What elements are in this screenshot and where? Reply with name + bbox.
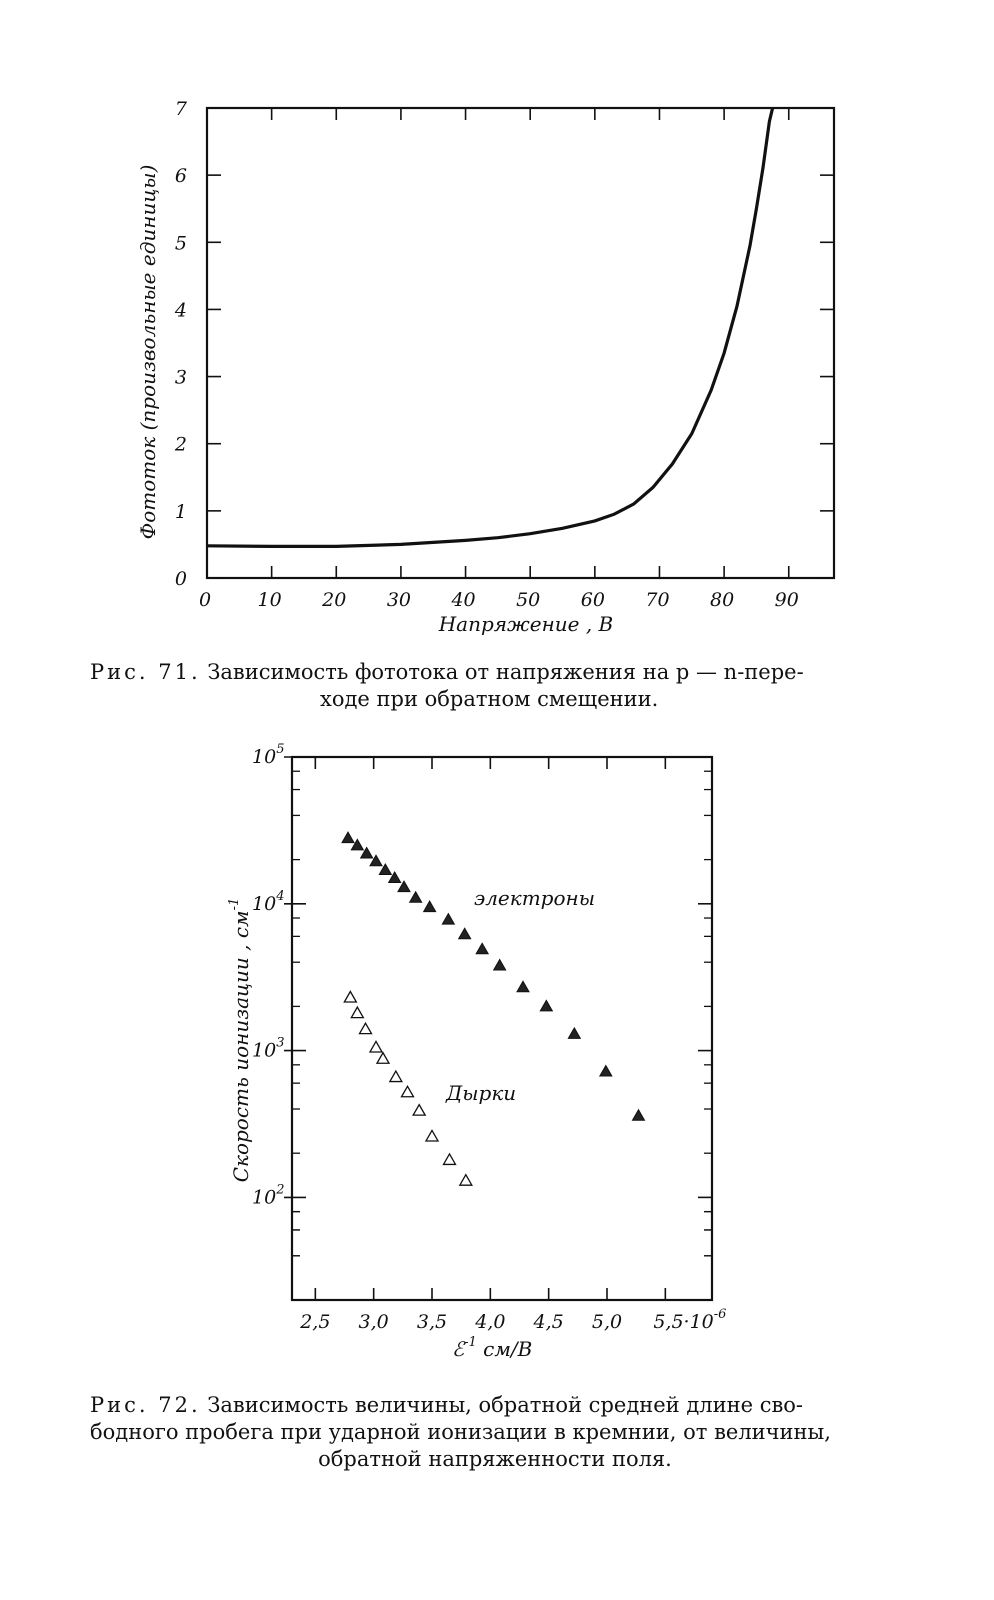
chart72-xtick-label-5: 5,0 xyxy=(591,1311,623,1333)
chart71-tick-marks xyxy=(207,108,834,578)
chart71-frame xyxy=(207,108,834,578)
figure-72-caption-text-1: Зависимость величины, обратной средней длине сво- xyxy=(207,1393,804,1417)
chart72-x-axis-unit: см/В xyxy=(476,1337,533,1361)
chart71-ytick-label-6: 6 xyxy=(174,165,187,188)
chart71-xtick-label-20: 20 xyxy=(322,589,347,611)
figure-72-caption-line-3: обратной напряженности поля. xyxy=(318,1447,672,1471)
chart71-ytick-label-0: 0 xyxy=(174,568,187,590)
chart72-frame xyxy=(292,757,712,1300)
figure-72-label: Рис. 72. xyxy=(90,1393,201,1417)
electron-point-0 xyxy=(342,832,354,843)
chart71-xtick-label-0: 0 xyxy=(198,589,212,611)
chart71-xtick-label-60: 60 xyxy=(580,589,605,611)
chart72-y-axis-label xyxy=(227,898,253,1183)
chart72-ytick-label-3: $10^5$ xyxy=(252,742,285,768)
hole-point-4 xyxy=(377,1053,389,1064)
chart72-x-tick-labels xyxy=(299,1307,726,1333)
chart71-xtick-label-30: 30 xyxy=(386,589,412,611)
chart72-xtick-label-0: 2,5 xyxy=(300,1311,331,1333)
chart72-xtick-label-1: 3,0 xyxy=(358,1311,389,1333)
electron-point-12 xyxy=(494,959,506,970)
chart72-x-axis-label xyxy=(452,1335,532,1361)
chart72-xtick-label-2: 3,5 xyxy=(416,1311,448,1333)
electron-point-17 xyxy=(633,1110,645,1121)
chart72-x-axis-symbol: ℰ xyxy=(452,1337,465,1361)
electron-point-16 xyxy=(600,1066,612,1077)
chart71-ytick-label-3: 3 xyxy=(174,366,187,389)
chart72-y-axis-sup: -1 xyxy=(227,897,242,911)
hole-point-0 xyxy=(344,991,356,1002)
chart71-x-tick-labels xyxy=(199,589,799,611)
hole-point-10 xyxy=(460,1175,472,1186)
hole-point-6 xyxy=(402,1086,414,1097)
chart72-xtick-exponent: -6 xyxy=(713,1307,727,1322)
chart72-y-axis-text: Скорость ионизации , см xyxy=(229,910,253,1183)
hole-point-7 xyxy=(413,1105,425,1116)
chart72-ytick-label-0: $10^2$ xyxy=(252,1182,285,1209)
chart71-xtick-label-80: 80 xyxy=(710,589,735,611)
chart72-xtick-label-6: $5,5\cdot 10^{-6}$ xyxy=(653,1307,727,1333)
hole-point-1 xyxy=(351,1007,363,1018)
chart72-ytick-exponent-2: 4 xyxy=(276,888,285,904)
chart72-ytick-label-1: $10^3$ xyxy=(252,1035,285,1062)
figure-71-caption-line-1 xyxy=(90,659,900,686)
chart72-ytick-exponent-0: 2 xyxy=(276,1182,285,1198)
chart72-x-axis-sup: -1 xyxy=(464,1335,477,1350)
chart71-xtick-label-40: 40 xyxy=(451,589,476,611)
chart71-ytick-label-7: 7 xyxy=(174,98,187,120)
electron-point-11 xyxy=(476,943,488,954)
chart72-xtick-label-4: 4,5 xyxy=(533,1311,564,1333)
chart71-photocurrent-curve xyxy=(207,108,773,546)
series-label-electrons: электроны xyxy=(474,886,595,910)
chart71-ytick-label-1: 1 xyxy=(174,500,187,523)
chart72-ytick-exponent-3: 5 xyxy=(276,742,285,757)
chart72-ytick-exponent-1: 3 xyxy=(276,1035,285,1051)
figure-71-caption-text-1: Зависимость фототока от напряжения на p — n-пере- xyxy=(207,660,804,684)
hole-point-8 xyxy=(426,1130,438,1141)
electron-point-8 xyxy=(424,901,436,912)
chart71-xtick-label-90: 90 xyxy=(774,589,799,611)
figure-72-caption-line-2: бодного пробега при ударной ионизации в кремнии, от величины, xyxy=(90,1420,831,1444)
electron-point-15 xyxy=(568,1028,580,1039)
chart71-y-axis-label: Фототок (произвольные единицы) xyxy=(136,164,160,540)
chart72-xtick-label-3: 4,0 xyxy=(475,1311,506,1333)
chart71-y-tick-labels xyxy=(174,98,188,590)
figure-71-label: Рис. 71. xyxy=(90,660,201,684)
chart71-ytick-label-2: 2 xyxy=(174,433,187,456)
chart72-ytick-label-2: $10^4$ xyxy=(252,888,285,915)
chart71-ytick-label-4: 4 xyxy=(174,299,187,322)
chart71-xtick-label-10: 10 xyxy=(257,589,282,611)
hole-point-3 xyxy=(370,1041,382,1052)
electron-point-9 xyxy=(442,914,454,925)
electron-point-13 xyxy=(517,981,529,992)
figure-71-caption xyxy=(90,659,900,713)
figure-71-caption-line-2: ходе при обратном смещении. xyxy=(320,687,659,711)
chart71-xtick-label-50: 50 xyxy=(516,589,541,611)
electron-point-7 xyxy=(410,892,422,903)
figure-72-caption-line-1 xyxy=(90,1392,900,1419)
chart72-y-tick-labels xyxy=(252,742,284,1208)
hole-point-5 xyxy=(390,1071,402,1082)
chart71-x-axis-label: Напряжение , В xyxy=(438,612,614,636)
figure-72-caption xyxy=(90,1392,900,1473)
chart71-xtick-label-70: 70 xyxy=(645,589,670,611)
hole-point-9 xyxy=(444,1154,456,1165)
hole-point-2 xyxy=(360,1023,372,1034)
electron-point-10 xyxy=(459,928,471,939)
chart71-ytick-label-5: 5 xyxy=(174,232,187,255)
electron-point-14 xyxy=(540,1000,552,1011)
series-label-holes: Дырки xyxy=(446,1081,517,1105)
